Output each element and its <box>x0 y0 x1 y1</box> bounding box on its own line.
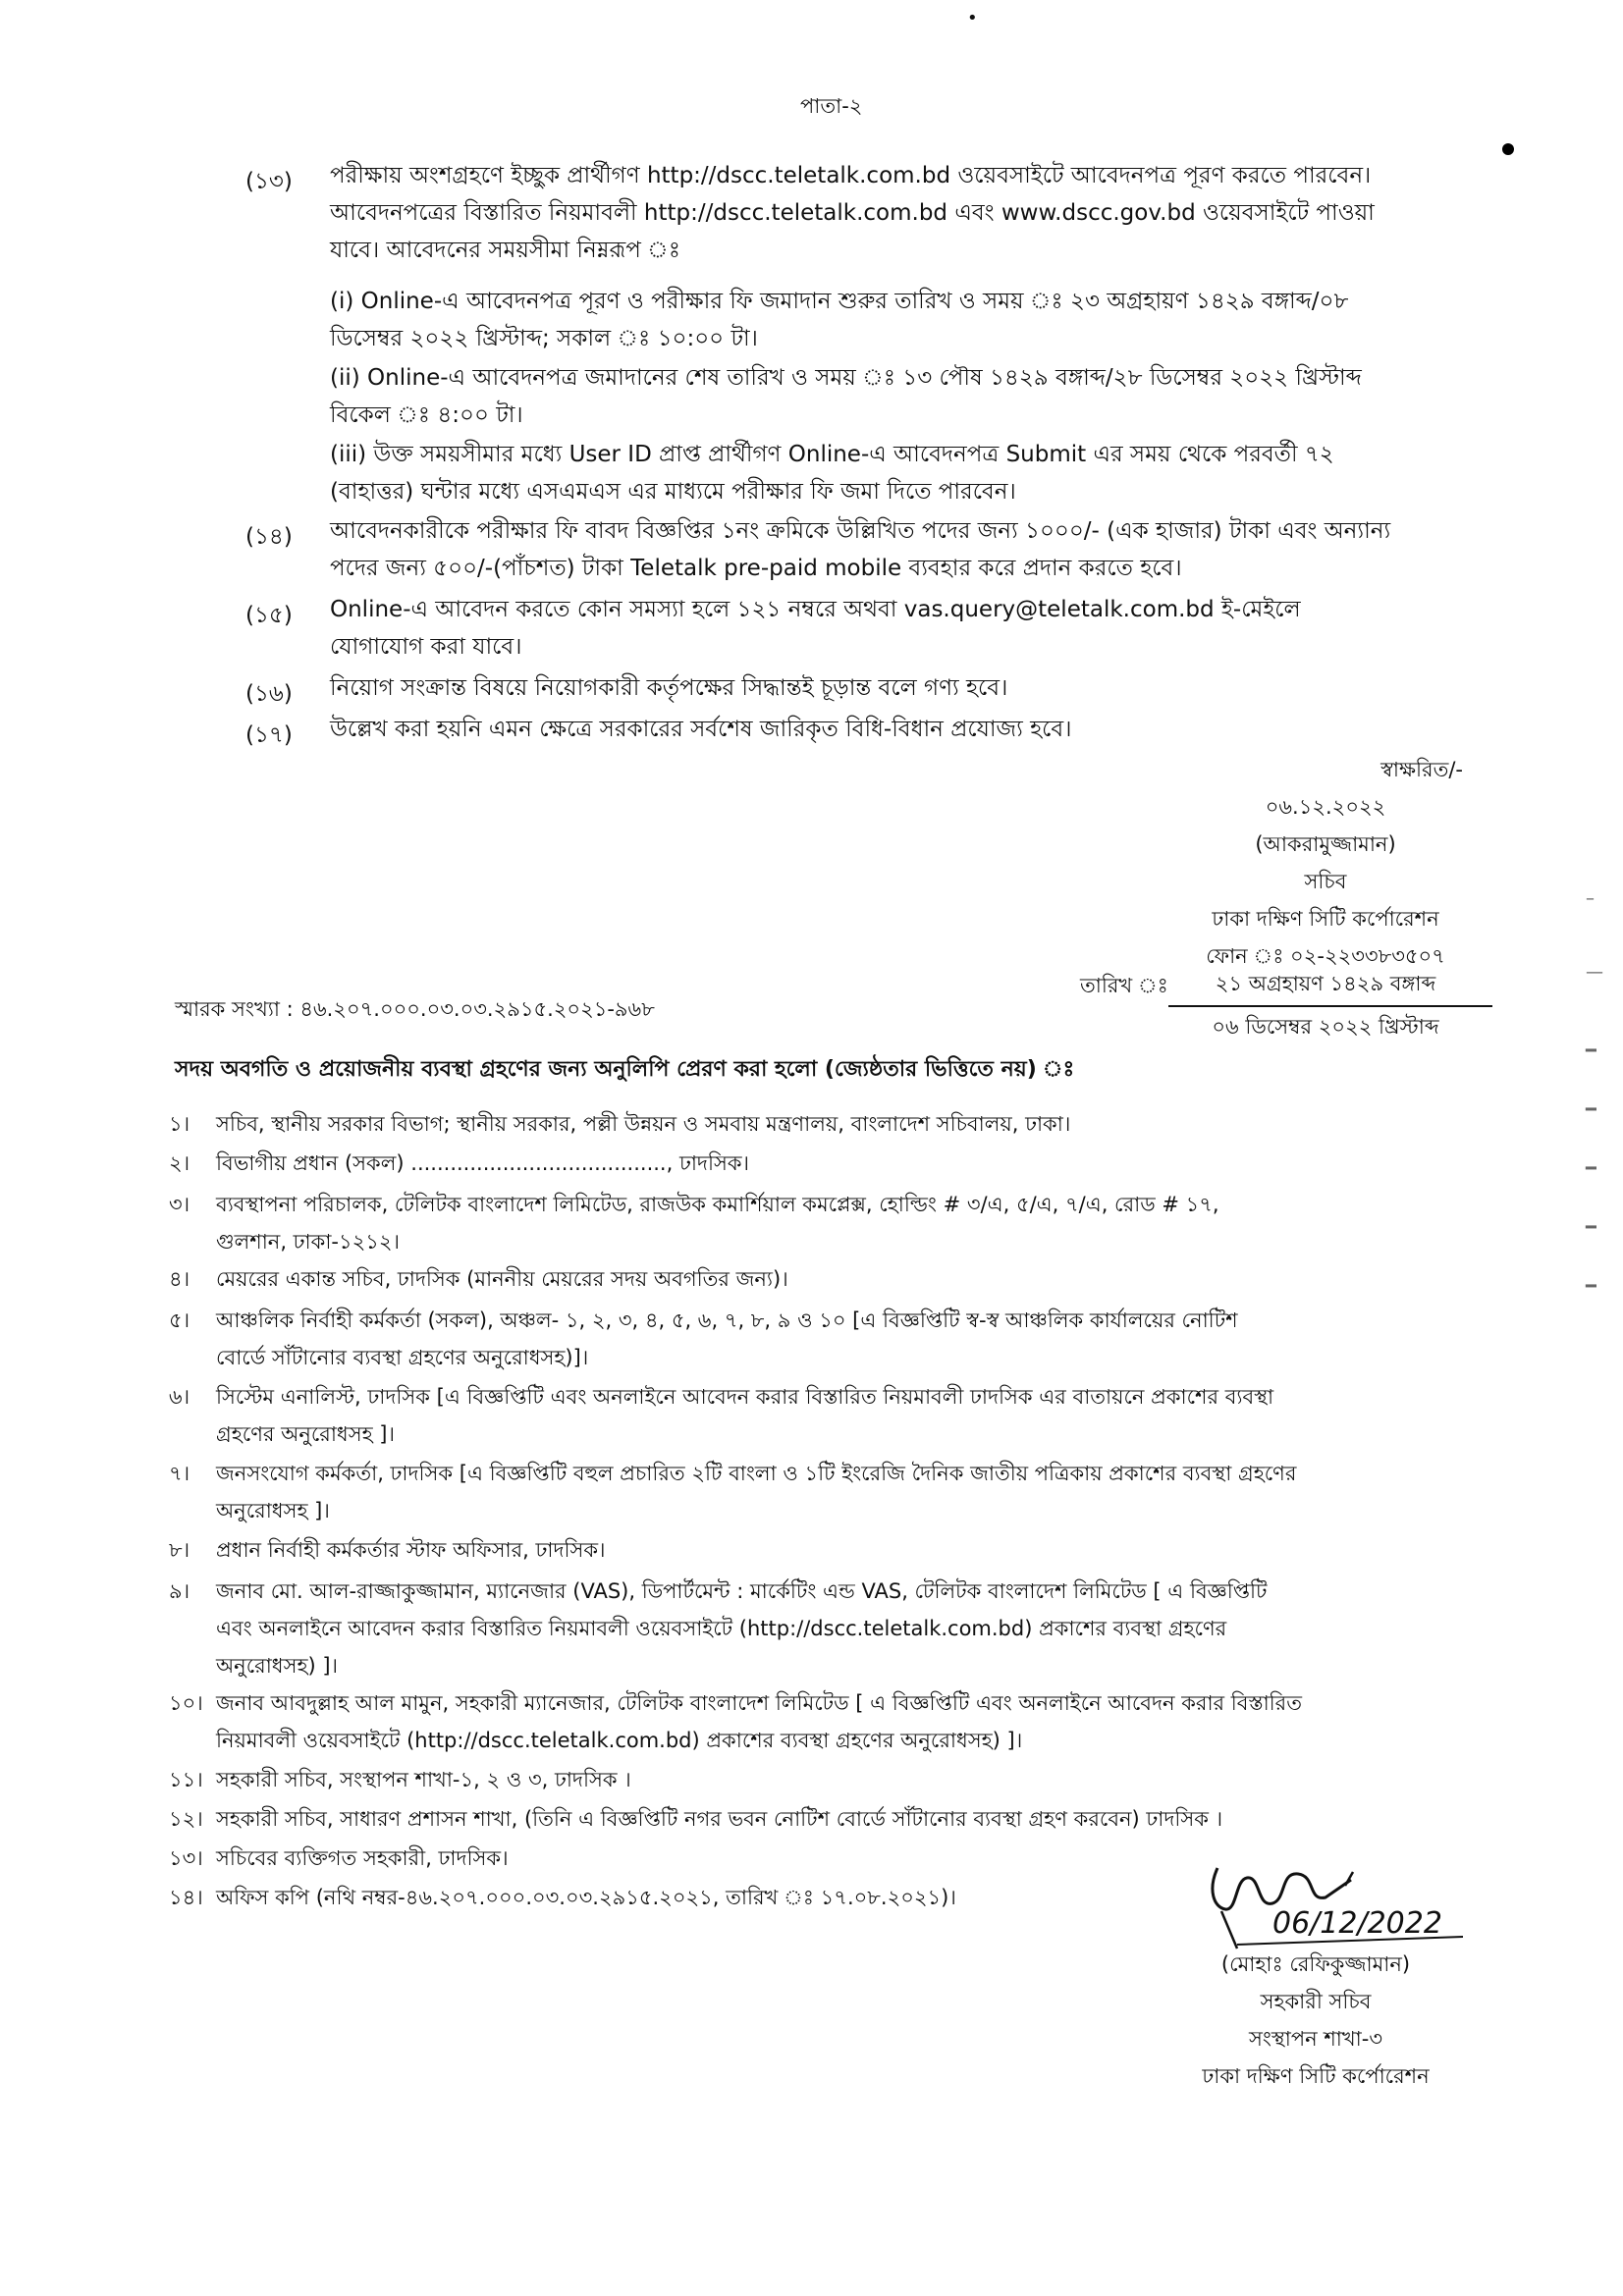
cc-text <box>216 1302 1492 1376</box>
scan-dot <box>1502 143 1514 155</box>
cc-text <box>216 1260 1492 1298</box>
clause-number: (১৫) <box>245 603 293 628</box>
cc-number: ১০। <box>169 1691 203 1715</box>
signed-date: ০৬.১২.২০২২ <box>1265 795 1386 819</box>
cc-number: ৬। <box>169 1385 190 1409</box>
cc-line: মেয়রের একান্ত সচিব, ঢাদসিক (মাননীয় মেয়রের সদয় অবগতির জন্য)। <box>216 1267 788 1291</box>
clause-line: আবেদনপত্রের বিস্তারিত নিয়মাবলী http://dscc.teletalk.com.bd এবং www.dscc.gov.bd ওয়েবসাইটে পাওয়া <box>330 200 1375 226</box>
cc-line: সহকারী সচিব, সাধারণ প্রশাসন শাখা, (তিনি এ বিজ্ঞপ্তিটি নগর ভবন নোটিশ বোর্ডে সাঁটানোর ব্যবস্থা গ্রহণ করবেন) ঢাদসিক । <box>216 1807 1223 1831</box>
memo-number: স্মারক সংখ্যা : ৪৬.২০৭.০০০.০৩.০৩.২৯১৫.২০২১-৯৬৮ <box>175 997 655 1021</box>
cc-line: আঞ্চলিক নির্বাহী কর্মকর্তা (সকল), অঞ্চল- ১, ২, ৩, ৪, ৫, ৬, ৭, ৮, ৯ ও ১০ [এ বিজ্ঞপ্তিটি স্ব-স্ব আঞ্চলিক কার্যালয়ের নোটিশ <box>216 1308 1238 1332</box>
sub-line: (বাহাত্তর) ঘন্টার মধ্যে এসএমএস এর মাধ্যমে পরীক্ষার ফি জমা দিতে পারবেন। <box>330 479 1016 505</box>
scan-edge-mark: ━ <box>1586 1158 1596 1179</box>
cc-number: ১৪। <box>169 1886 203 1909</box>
cc-line: নিয়মাবলী ওয়েবসাইটে (http://dscc.teletalk.com.bd) প্রকাশের ব্যবস্থা গ্রহণের অনুরোধসহ) ]। <box>216 1729 1023 1752</box>
sub-line: ডিসেম্বর ২০২২ খ্রিস্টাব্দ; সকাল ঃ ১০:০০ টা। <box>330 326 758 351</box>
cc-number: ৮। <box>169 1538 190 1562</box>
cc-number: ১। <box>169 1112 190 1136</box>
cc-line: সচিব, স্থানীয় সরকার বিভাগ; স্থানীয় সরকার, পল্লী উন্নয়ন ও সমবায় মন্ত্রণালয়, বাংলাদেশ সচিবালয়, ঢাকা। <box>216 1112 1071 1136</box>
cc-line: জনাব আবদুল্লাহ আল মামুন, সহকারী ম্যানেজার, টেলিটক বাংলাদেশ লিমিটেড [ এ বিজ্ঞপ্তিটি এবং অনলাইনে আবেদন করার বিস্তারিত <box>216 1691 1302 1715</box>
signatory-office: ঢাকা দক্ষিণ সিটি কর্পোরেশন <box>1212 907 1439 931</box>
clause-line: পদের জন্য ৫০০/-(পাঁচশত) টাকা Teletalk pre-paid mobile ব্যবহার করে প্রদান করতে হবে। <box>330 556 1182 581</box>
cc-text <box>216 1573 1492 1684</box>
cc-line: বোর্ডে সাঁটানোর ব্যবস্থা গ্রহণের অনুরোধসহ)]। <box>216 1346 589 1369</box>
cc-text <box>216 1531 1492 1569</box>
signatory-branch: সংস্থাপন শাখা-৩ <box>1249 2027 1382 2051</box>
signature-block-assistant <box>1139 1946 1492 2095</box>
sub-clause-ii <box>330 359 1567 434</box>
clause-line: পরীক্ষায় অংশগ্রহণে ইচ্ছুক প্রার্থীগণ http://dscc.teletalk.com.bd ওয়েবসাইটে আবেদনপত্র পূরণ করতে পারবেন। <box>330 163 1372 188</box>
scan-edge-mark: ━ <box>1586 1276 1596 1297</box>
cc-number: ১২। <box>169 1807 203 1831</box>
clause-line: যাবে। আবেদনের সময়সীমা নিম্নরূপ ঃ <box>330 238 680 263</box>
clause-number: (১৭) <box>245 722 293 748</box>
clause-line: Online-এ আবেদন করতে কোন সমস্যা হলে ১২১ নম্বরে অথবা vas.query@teletalk.com.bd ই-মেইলে <box>330 597 1301 622</box>
cc-number: ১৩। <box>169 1846 203 1870</box>
signed-mark: স্বাক্ষরিত/- <box>1380 758 1463 781</box>
cc-line: সচিবের ব্যক্তিগত সহকারী, ঢাদসিক। <box>216 1846 509 1870</box>
sub-line: (iii) উক্ত সময়সীমার মধ্যে User ID প্রাপ্ত প্রার্থীগণ Online-এ আবেদনপত্র Submit এর সময় থেকে পরবর্তী ৭২ <box>330 442 1334 467</box>
signatory-title: সহকারী সচিব <box>1260 1990 1372 2013</box>
signatory-title: সচিব <box>1304 870 1347 893</box>
clause-text <box>330 711 1567 748</box>
cc-line: জনাব মো. আল-রাজ্জাকুজ্জামান, ম্যানেজার (VAS), ডিপার্টমেন্ট : মার্কেটিং এন্ড VAS, টেলিটক বাংলাদেশ লিমিটেড [ এ বিজ্ঞপ্তিটি <box>216 1579 1268 1603</box>
cc-line: বিভাগীয় প্রধান (সকল) ......................................., ঢাদসিক। <box>216 1151 750 1175</box>
clause-text <box>330 591 1567 666</box>
cc-text <box>216 1684 1492 1759</box>
clause-line: নিয়োগ সংক্রান্ত বিষয়ে নিয়োগকারী কর্তৃপক্ষের সিদ্ধান্তই চূড়ান্ত বলে গণ্য হবে। <box>330 675 1008 701</box>
cc-text <box>216 1455 1492 1529</box>
cc-number: ৫। <box>169 1308 190 1332</box>
cc-line: ব্যবস্থাপনা পরিচালক, টেলিটক বাংলাদেশ লিমিটেড, রাজউক কমার্শিয়াল কমপ্লেক্স, হোল্ডিং # ৩/এ, ৫/এ, ৭/এ, রোড # ১৭, <box>216 1193 1219 1216</box>
signatory-office: ঢাকা দক্ষিণ সিটি কর্পোরেশন <box>1202 2064 1430 2088</box>
cc-number: ৯। <box>169 1579 190 1603</box>
scan-edge-mark: ━ <box>1586 1099 1596 1120</box>
cc-number: ৪। <box>169 1267 190 1291</box>
sub-clause-i <box>330 283 1567 357</box>
date-english: ০৬ ডিসেম্বর ২০২২ খ্রিস্টাব্দ <box>1212 1015 1439 1039</box>
cc-text <box>216 1378 1492 1453</box>
scan-mark: • <box>967 8 978 28</box>
date-divider <box>1168 1005 1492 1007</box>
cc-text <box>216 1761 1492 1798</box>
sub-line: বিকেল ঃ ৪:০০ টা। <box>330 402 523 428</box>
cc-number: ২। <box>169 1151 190 1175</box>
page-number: পাতা-২ <box>800 94 863 118</box>
cc-line: সহকারী সচিব, সংস্থাপন শাখা-১, ২ ও ৩, ঢাদসিক । <box>216 1768 631 1791</box>
scan-edge-mark: ━ <box>1586 1041 1596 1061</box>
cc-text <box>216 1145 1492 1182</box>
scan-edge-mark: – <box>1586 888 1595 909</box>
cc-number: ৭। <box>169 1462 190 1485</box>
cc-line: অনুরোধসহ) ]। <box>216 1654 339 1678</box>
cc-text <box>216 1186 1492 1260</box>
clause-number: (১৩) <box>245 169 293 194</box>
date-bangla: ২১ অগ্রহায়ণ ১৪২৯ বঙ্গাব্দ <box>1215 972 1436 995</box>
cc-line: এবং অনলাইনে আবেদন করার বিস্তারিত নিয়মাবলী ওয়েবসাইটে (http://dscc.teletalk.com.bd) প্রকাশের ব্যবস্থা গ্রহণের <box>216 1617 1227 1640</box>
cc-number: ৩। <box>169 1193 190 1216</box>
cc-line: জনসংযোগ কর্মকর্তা, ঢাদসিক [এ বিজ্ঞপ্তিটি বহুল প্রচারিত ২টি বাংলা ও ১টি ইংরেজি দৈনিক জাতীয় পত্রিকায় প্রকাশের ব্যবস্থা গ্রহণের <box>216 1462 1297 1485</box>
clause-text <box>330 512 1567 587</box>
clause-number: (১৪) <box>245 524 293 550</box>
clause-number: (১৬) <box>245 681 293 707</box>
sub-line: (i) Online-এ আবেদনপত্র পূরণ ও পরীক্ষার ফি জমাদান শুরুর তারিখ ও সময় ঃ ২৩ অগ্রহায়ণ ১৪২৯ বঙ্গাব্দ/০৮ <box>330 289 1349 314</box>
cc-number: ১১। <box>169 1768 203 1791</box>
clause-text <box>330 157 1567 269</box>
date-label: তারিখ ঃ <box>1080 974 1168 997</box>
cc-line: গ্রহণের অনুরোধসহ ]। <box>216 1422 395 1446</box>
sub-line: (ii) Online-এ আবেদনপত্র জমাদানের শেষ তারিখ ও সময় ঃ ১৩ পৌষ ১৪২৯ বঙ্গাব্দ/২৮ ডিসেম্বর ২০২২ খ্রিস্টাব্দ <box>330 365 1362 391</box>
cc-heading: সদয় অবগতি ও প্রয়োজনীয় ব্যবস্থা গ্রহণের জন্য অনুলিপি প্রেরণ করা হলো (জ্যেষ্ঠতার ভিত্তিতে নয়) ঃ <box>175 1057 1075 1082</box>
cc-line: অফিস কপি (নথি নম্বর-৪৬.২০৭.০০০.০৩.০৩.২৯১৫.২০২১, তারিখ ঃ ১৭.০৮.২০২১)। <box>216 1886 956 1909</box>
cc-line: অনুরোধসহ ]। <box>216 1499 330 1522</box>
cc-text <box>216 1105 1492 1143</box>
signatory-name: (আকরামুজ্জামান) <box>1255 832 1396 856</box>
scan-edge-mark: ━ <box>1586 1217 1596 1238</box>
handwritten-signature-icon <box>1178 1850 1492 1958</box>
clause-line: যোগাযোগ করা যাবে। <box>330 634 522 660</box>
signature-block-secretary <box>1149 751 1502 975</box>
signatory-name: (মোহাঃ রেফিকুজ্জামান) <box>1220 1952 1411 1976</box>
handwritten-date: 06/12/2022 <box>1272 1906 1442 1941</box>
clause-line: আবেদনকারীকে পরীক্ষার ফি বাবদ বিজ্ঞপ্তির ১নং ক্রমিকে উল্লিখিত পদের জন্য ১০০০/- (এক হাজার) টাকা এবং অন্যান্য <box>330 518 1391 544</box>
sub-clause-iii <box>330 436 1567 510</box>
cc-line: গুলশান, ঢাকা-১২১২। <box>216 1230 401 1254</box>
cc-line: সিস্টেম এনালিস্ট, ঢাদসিক [এ বিজ্ঞপ্তিটি এবং অনলাইনে আবেদন করার বিস্তারিত নিয়মাবলী ঢাদসিক এর বাতায়নে প্রকাশের ব্যবস্থা <box>216 1385 1274 1409</box>
clause-line: উল্লেখ করা হয়নি এমন ক্ষেত্রে সরকারের সর্বশেষ জারিকৃত বিধি-বিধান প্রযোজ্য হবে। <box>330 717 1072 742</box>
clause-text <box>330 669 1567 707</box>
signatory-phone: ফোন ঃ ০২-২২৩৩৮৩৫০৭ <box>1206 944 1445 968</box>
scan-edge-mark: — <box>1586 962 1603 983</box>
cc-line: প্রধান নির্বাহী কর্মকর্তার স্টাফ অফিসার, ঢাদসিক। <box>216 1538 606 1562</box>
cc-text <box>216 1800 1492 1838</box>
